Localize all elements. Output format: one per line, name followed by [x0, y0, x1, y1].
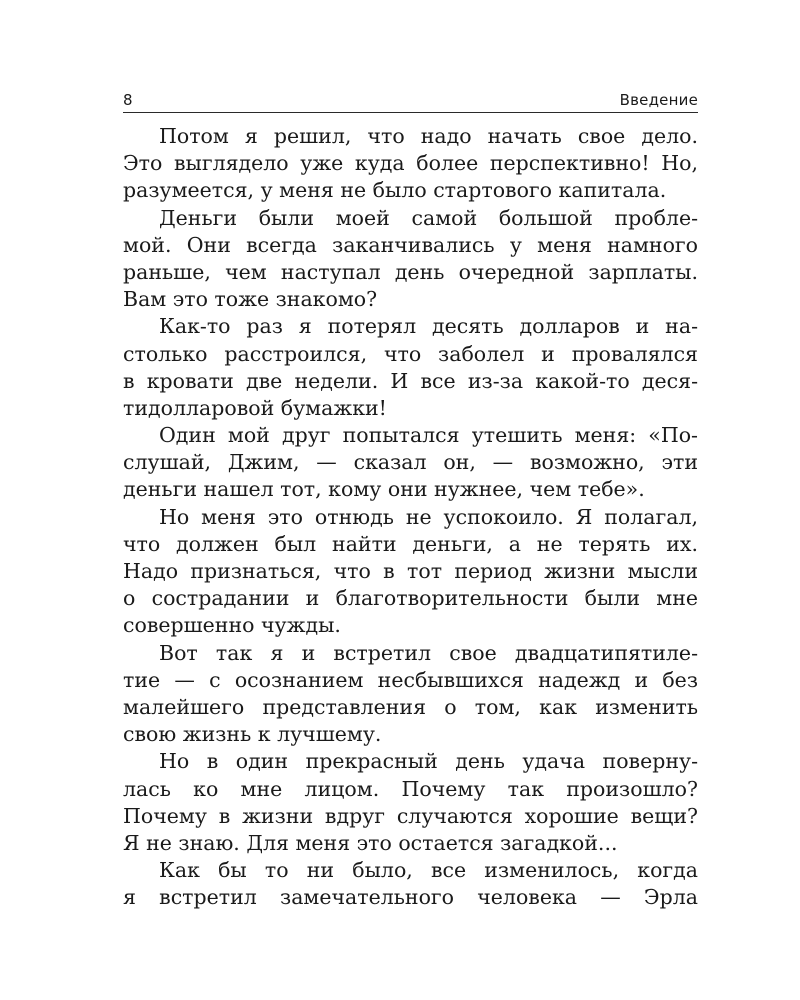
running-head: [123, 89, 698, 111]
text-line: совершенно чужды.: [123, 613, 341, 638]
text-line: Деньги были моей самой большой пробле-: [159, 205, 698, 230]
text-line: Как бы то ни было, все изменилось, когда: [159, 858, 698, 883]
text-line: разумеется, у меня не было стартового капитала.: [123, 178, 667, 203]
text-line: Надо признаться, что в тот период жизни мысли: [123, 559, 698, 583]
page-number: 8: [123, 91, 133, 109]
text-line: слушай, Джим, — сказал он, — возможно, эти: [123, 450, 698, 475]
text-line: Вам это тоже знакомо?: [123, 287, 378, 312]
text-line: столько расстроился, что заболел и провалялся: [123, 341, 698, 366]
text-line: тие — с осознанием несбывшихся надежд и без: [123, 667, 698, 692]
text-line: о сострадании и благотворительности были мне: [123, 586, 698, 611]
text-line: Как-то раз я потерял десять долларов и на-: [159, 314, 698, 339]
text-line: малейшего представления о том, как изменить: [123, 694, 698, 719]
body-text: [123, 123, 698, 911]
text-line: Почему в жизни вдруг случаются хорошие вещи?: [123, 803, 698, 828]
section-title: Введение: [619, 91, 698, 109]
text-line: Один мой друг попытался утешить меня: «По-: [159, 423, 698, 448]
text-line: Но в один прекрасный день удача поверну-: [159, 749, 698, 774]
text-line: мой. Они всегда заканчивались у меня намного: [123, 232, 698, 257]
text-line: раньше, чем наступал день очередной зарплаты.: [123, 259, 698, 284]
text-line: Потом я решил, что надо начать свое дело.: [159, 124, 698, 148]
text-line: в кровати две недели. И все из-за какой-то деся-: [123, 368, 698, 393]
text-line: я встретил замечательного человека — Эрла: [123, 885, 698, 910]
header-rule: [123, 112, 698, 113]
text-line: что должен был найти деньги, а не терять их.: [123, 531, 698, 556]
text-line: свою жизнь к лучшему.: [123, 722, 382, 747]
text-line: Это выглядело уже куда более перспективно! Но,: [123, 151, 698, 176]
text-line: Вот так я и встретил свое двадцатипятиле-: [159, 640, 698, 665]
text-line: лась ко мне лицом. Почему так произошло?: [123, 776, 698, 801]
text-line: Но меня это отнюдь не успокоило. Я полагал,: [159, 504, 698, 529]
text-line: тидолларовой бумажки!: [123, 395, 387, 420]
text-line: деньги нашел тот, кому они нужнее, чем тебе».: [123, 477, 645, 502]
text-line: Я не знаю. Для меня это остается загадкой...: [123, 830, 618, 855]
